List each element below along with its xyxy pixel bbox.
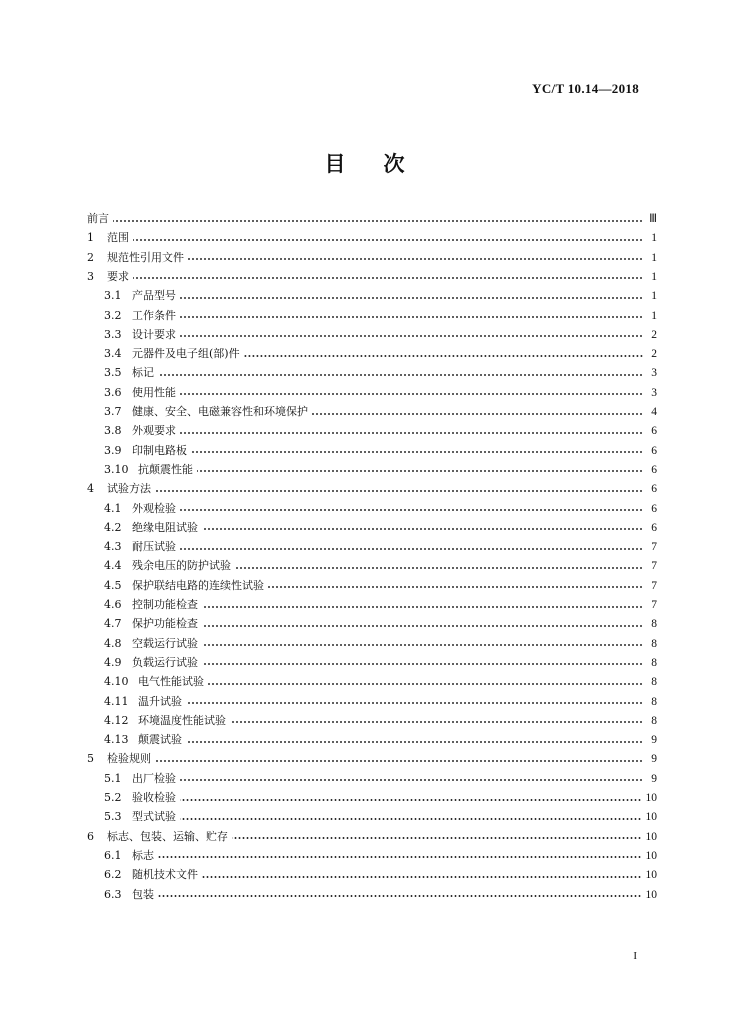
toc-entry[interactable] — [104, 790, 657, 806]
toc-entry-page: 2 — [651, 348, 657, 361]
toc-entry-title: 外观检验 — [132, 501, 176, 515]
toc-entry-number: 4.9 — [104, 655, 122, 669]
toc-entry-page: 9 — [651, 772, 657, 785]
page-title: 目次 — [324, 152, 443, 176]
toc-entry-title: 颠震试验 — [138, 733, 182, 747]
dot-leader — [180, 508, 643, 512]
toc-entry-number: 4.1 — [104, 501, 122, 515]
toc-entry-number: 3.3 — [104, 327, 122, 341]
toc-entry-number: 6.2 — [104, 868, 122, 882]
toc-entry-title: 负载运行试验 — [132, 655, 198, 669]
toc-entry-number: 4.8 — [104, 636, 122, 650]
toc-entry-page: 1 — [651, 232, 657, 245]
toc-entry[interactable] — [104, 539, 657, 555]
toc-entry[interactable] — [104, 327, 657, 343]
toc-entry-page: 10 — [645, 869, 657, 882]
toc-entry-title: 检验规则 — [107, 752, 151, 766]
toc-entry[interactable] — [87, 250, 657, 266]
toc-entry[interactable] — [104, 616, 657, 632]
dot-leader — [235, 566, 643, 570]
toc-entry-page: 6 — [651, 502, 657, 515]
toc-entry-number: 3.6 — [104, 385, 122, 399]
toc-entry[interactable] — [104, 867, 657, 883]
dot-leader — [180, 547, 643, 551]
dot-leader — [202, 875, 642, 879]
toc-entry-page: 6 — [651, 425, 657, 438]
toc-entry-title: 试验方法 — [107, 482, 151, 496]
toc-entry-number: 5.3 — [104, 810, 122, 824]
toc-entry-number: 3.9 — [104, 443, 122, 457]
toc-entry[interactable] — [104, 520, 657, 536]
toc-entry-title: 产品型号 — [132, 289, 176, 303]
toc-entry[interactable] — [104, 404, 657, 420]
toc-entry-number: 4.2 — [104, 520, 122, 534]
dot-leader — [158, 894, 642, 898]
toc-entry-number: 4.4 — [104, 559, 122, 573]
dot-leader — [186, 701, 643, 705]
toc-entry-page: 9 — [651, 734, 657, 747]
toc-entry[interactable] — [104, 732, 657, 748]
toc-entry-number: 2 — [87, 250, 94, 264]
dot-leader — [133, 238, 643, 242]
toc-entry-number: 4.6 — [104, 598, 122, 611]
toc-entry-title: 要求 — [107, 269, 129, 283]
toc-entry[interactable] — [104, 558, 657, 574]
toc-entry-number: 4.5 — [104, 578, 122, 592]
toc-entry[interactable] — [87, 481, 657, 497]
toc-entry-number: 4.11 — [104, 694, 129, 708]
toc-entry-number: 5.1 — [104, 771, 122, 785]
toc-entry-title: 规范性引用文件 — [107, 250, 184, 264]
toc-entry-page: 8 — [651, 618, 657, 631]
toc-entry[interactable] — [104, 346, 657, 362]
toc-entry-page: 10 — [645, 849, 657, 862]
toc-entry-page: 7 — [651, 560, 657, 573]
toc-entry-number: 5.2 — [104, 791, 122, 804]
toc-entry-page: 7 — [651, 599, 657, 611]
toc-entry-page: 2 — [651, 328, 657, 341]
toc-entry-title: 印制电路板 — [132, 443, 187, 457]
dot-leader — [180, 817, 642, 821]
toc-entry-title: 环境温度性能试验 — [138, 713, 226, 727]
toc-entry-title: 抗颠震性能 — [138, 462, 193, 476]
toc-entry-number: 4.12 — [104, 713, 129, 727]
toc-entry-number: 6.3 — [104, 887, 122, 901]
dot-leader — [244, 354, 643, 358]
toc-entry-page: Ⅲ — [649, 213, 657, 225]
toc-entry-page: 1 — [651, 309, 657, 322]
dot-leader — [180, 334, 643, 338]
toc-entry-number: 3.4 — [104, 347, 122, 361]
toc-entry-number: 4 — [87, 482, 94, 496]
toc-entry[interactable] — [104, 694, 657, 710]
toc-entry[interactable] — [104, 636, 657, 652]
toc-entry[interactable] — [104, 365, 657, 381]
toc-entry-number: 4.7 — [104, 617, 122, 631]
toc-entry[interactable] — [104, 578, 657, 594]
toc-entry-title: 健康、安全、电磁兼容性和环境保护 — [132, 405, 308, 418]
dot-leader — [158, 373, 643, 377]
toc-entry-title: 电气性能试验 — [138, 675, 204, 689]
toc-entry-number: 3 — [87, 269, 94, 283]
dot-leader — [186, 740, 643, 744]
toc-entry-page: 9 — [651, 753, 657, 766]
toc-entry[interactable] — [87, 211, 657, 227]
toc-entry-page: 4 — [651, 406, 657, 418]
toc-entry-page: 6 — [651, 444, 657, 457]
toc-entry-title: 出厂检验 — [132, 771, 176, 785]
dot-leader — [180, 798, 642, 802]
toc-entry-title: 包装 — [132, 887, 154, 901]
toc-entry-title: 耐压试验 — [132, 540, 176, 554]
toc-entry-number: 1 — [87, 231, 94, 245]
toc-entry-title: 标志、包装、运输、贮存 — [107, 829, 228, 843]
dot-leader — [191, 450, 643, 454]
toc-entry-page: 3 — [651, 367, 657, 380]
dot-leader — [268, 585, 643, 589]
toc-entry[interactable] — [104, 423, 657, 439]
dot-leader — [202, 624, 643, 628]
toc-entry[interactable] — [87, 751, 657, 767]
toc-entry-title: 前言 — [87, 212, 109, 225]
toc-entry[interactable] — [104, 308, 657, 324]
dot-leader — [158, 855, 642, 859]
dot-leader — [202, 605, 643, 609]
toc-entry-page: 3 — [651, 386, 657, 399]
toc-entry-number: 3.10 — [104, 462, 129, 476]
toc-entry-title: 残余电压的防护试验 — [132, 559, 231, 573]
toc-entry-title: 绝缘电阻试验 — [132, 520, 198, 534]
dot-leader — [155, 489, 643, 493]
toc-entry-number: 6 — [87, 829, 94, 843]
toc-entry-title: 型式试验 — [132, 810, 176, 824]
dot-leader — [202, 643, 643, 647]
toc-entry[interactable] — [104, 655, 657, 671]
toc-entry-title: 设计要求 — [132, 327, 176, 341]
toc-entry-page: 10 — [645, 830, 657, 843]
dot-leader — [208, 682, 643, 686]
toc-entry-page: 10 — [645, 792, 657, 804]
toc-entry-number: 3.1 — [104, 289, 122, 303]
toc-entry[interactable] — [104, 501, 657, 517]
toc-entry-title: 元器件及电子组(部)件 — [132, 347, 240, 361]
dot-leader — [232, 836, 642, 840]
toc-entry-number: 4.3 — [104, 540, 122, 554]
dot-leader — [180, 315, 643, 319]
dot-leader — [155, 759, 643, 763]
toc-entry-title: 标志 — [132, 848, 154, 862]
toc-entry[interactable] — [87, 230, 657, 246]
toc-entry-title: 标记 — [132, 366, 154, 380]
toc-entry-page: 8 — [651, 695, 657, 708]
toc-entry-page: 6 — [651, 463, 657, 476]
toc-entry-title: 温升试验 — [138, 694, 182, 708]
page-number: I — [633, 950, 637, 962]
toc-entry-title: 随机技术文件 — [132, 868, 198, 882]
toc-entry-title: 空载运行试验 — [132, 636, 198, 650]
toc-entry-number: 3.5 — [104, 366, 122, 380]
dot-leader — [188, 257, 643, 261]
toc-entry[interactable] — [104, 713, 657, 729]
dot-leader — [180, 778, 643, 782]
toc-entry-title: 使用性能 — [132, 385, 176, 399]
dot-leader — [202, 662, 643, 666]
dot-leader — [180, 296, 643, 300]
toc-entry-title: 外观要求 — [132, 424, 176, 438]
toc-entry-number: 3.2 — [104, 308, 122, 322]
toc-entry-title: 工作条件 — [132, 308, 176, 322]
toc-entry-page: 8 — [651, 637, 657, 650]
dot-leader — [180, 392, 643, 396]
toc-entry-page: 8 — [651, 676, 657, 689]
toc-entry-number: 3.7 — [104, 405, 122, 418]
toc-entry[interactable] — [104, 771, 657, 787]
toc-entry-page: 8 — [651, 656, 657, 669]
toc-entry-title: 范围 — [107, 231, 129, 245]
toc-entry-page: 1 — [651, 290, 657, 303]
toc-entry[interactable] — [104, 462, 657, 478]
toc-entry[interactable] — [104, 887, 657, 903]
toc-entry-title: 保护联结电路的连续性试验 — [132, 578, 264, 592]
toc-entry[interactable] — [104, 597, 657, 613]
dot-leader — [197, 469, 643, 473]
toc-entry-page: 10 — [645, 811, 657, 824]
toc-entry-number: 3.8 — [104, 424, 122, 438]
toc-entry[interactable] — [87, 269, 657, 285]
toc-entry-page: 6 — [651, 521, 657, 534]
toc-entry[interactable] — [104, 674, 657, 690]
toc-entry-page: 7 — [651, 579, 657, 592]
dot-leader — [180, 431, 643, 435]
toc-entry-page: 1 — [651, 251, 657, 264]
toc-entry-number: 4.13 — [104, 733, 129, 747]
toc-entry[interactable] — [104, 288, 657, 304]
toc-entry-title: 控制功能检查 — [132, 598, 198, 611]
toc-entry-title: 保护功能检查 — [132, 617, 198, 631]
toc-entry-number: 5 — [87, 752, 94, 766]
dot-leader — [312, 412, 643, 416]
toc-entry[interactable] — [87, 829, 657, 845]
toc-entry-title: 验收检验 — [132, 791, 176, 804]
toc-entry[interactable] — [104, 809, 657, 825]
toc-entry[interactable] — [104, 443, 657, 459]
toc-entry-number: 4.10 — [104, 675, 129, 689]
toc-entry-page: 1 — [651, 270, 657, 283]
standard-code: YC/T 10.14—2018 — [532, 81, 639, 96]
toc-entry-number: 6.1 — [104, 848, 122, 862]
dot-leader — [133, 276, 643, 280]
dot-leader — [113, 219, 643, 223]
toc-entry[interactable] — [104, 385, 657, 401]
toc-entry-page: 10 — [645, 888, 657, 901]
toc-entry-page: 6 — [651, 483, 657, 496]
toc-entry-page: 8 — [651, 714, 657, 727]
toc-entry-page: 7 — [651, 541, 657, 554]
dot-leader — [202, 527, 643, 531]
dot-leader — [230, 720, 643, 724]
toc-entry[interactable] — [104, 848, 657, 864]
